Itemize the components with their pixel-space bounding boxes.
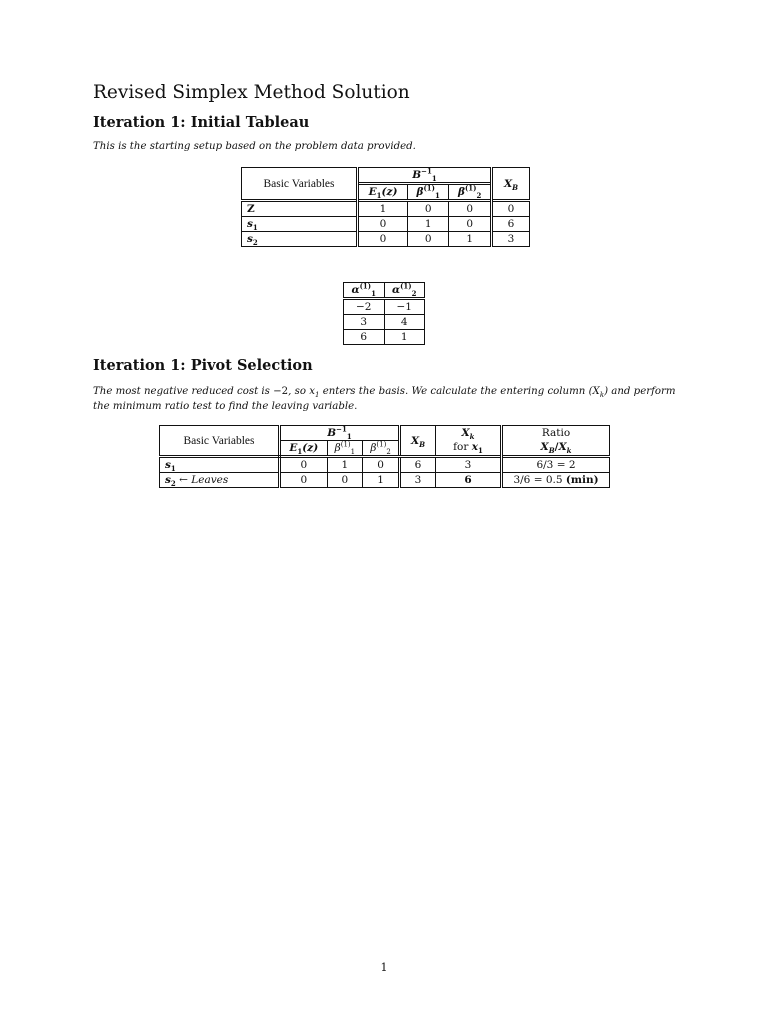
cell-beta2: 0 — [449, 201, 492, 217]
initial-tableau-table — [241, 167, 530, 247]
table-row — [344, 330, 425, 345]
cell-ratio: 6/3 = 2 — [502, 457, 610, 473]
table-row — [242, 232, 530, 247]
cell-alpha1: 3 — [344, 315, 385, 330]
row-label: $s_2$ ← Leaves — [160, 473, 280, 488]
cell-xb: 6 — [492, 217, 530, 232]
row-label: $s_1$ — [242, 217, 358, 232]
cell-e1: 0 — [358, 232, 408, 247]
header-xb: $X_B$ — [400, 426, 436, 457]
cell-beta2: 1 — [363, 473, 400, 488]
cell-beta1: 0 — [408, 201, 449, 217]
cell-beta1: 0 — [408, 232, 449, 247]
cell-alpha1: 6 — [344, 330, 385, 345]
cell-xb: 6 — [400, 457, 436, 473]
cell-alpha2: 4 — [384, 315, 425, 330]
table-row — [242, 217, 530, 232]
cell-xb: 3 — [400, 473, 436, 488]
cell-e1: 0 — [280, 457, 328, 473]
section-heading-initial-tableau: Iteration 1: Initial Tableau — [93, 114, 310, 131]
cell-beta1: 1 — [327, 457, 363, 473]
cell-beta1: 1 — [408, 217, 449, 232]
header-xb: $X_B$ — [492, 168, 530, 201]
header-beta2: $\beta^{(1)}_2$ — [363, 441, 400, 457]
table-row — [160, 473, 610, 488]
cell-alpha1: −2 — [344, 299, 385, 315]
cell-alpha2: −1 — [384, 299, 425, 315]
header-basic-variables: Basic Variables — [242, 168, 358, 201]
header-binverse: $B^{-1}_1$ — [280, 426, 400, 441]
header-xk-for: for $x_1$ — [436, 441, 502, 457]
table-row — [242, 201, 530, 217]
section-intro-pivot-selection: The most negative reduced cost is −2, so $x_1$ enters the basis. We calculate the entering column $(X_k)$ and perform the minimum ratio test to find the leaving variable. — [93, 386, 676, 412]
cell-xb: 3 — [492, 232, 530, 247]
row-label: $s_2$ — [242, 232, 358, 247]
cell-beta1: 0 — [327, 473, 363, 488]
cell-xk-pivot: 6 — [436, 473, 502, 488]
header-xk: $X_k$ — [436, 426, 502, 441]
header-alpha1: $\alpha^{(1)}_1$ — [344, 283, 385, 299]
cell-e1: 1 — [358, 201, 408, 217]
cell-alpha2: 1 — [384, 330, 425, 345]
header-ratio: Ratio — [502, 426, 610, 441]
pivot-selection-table — [159, 425, 610, 488]
cell-beta2: 0 — [449, 217, 492, 232]
cell-xb: 0 — [492, 201, 530, 217]
cell-xk: 3 — [436, 457, 502, 473]
cell-beta2: 1 — [449, 232, 492, 247]
header-beta2: $\beta^{(1)}_2$ — [449, 184, 492, 201]
header-beta1: $\beta^{(1)}_1$ — [327, 441, 363, 457]
page-number: 1 — [380, 961, 388, 974]
table-row — [344, 299, 425, 315]
cell-ratio: 3/6 = 0.5 (min) — [502, 473, 610, 488]
header-basic-variables: Basic Variables — [160, 426, 280, 457]
document-title: Revised Simplex Method Solution — [93, 82, 410, 103]
cell-beta2: 0 — [363, 457, 400, 473]
header-ratio-formula: $X_B/X_k$ — [502, 441, 610, 457]
header-alpha2: $\alpha^{(1)}_2$ — [384, 283, 425, 299]
section-intro-initial-tableau: This is the starting setup based on the problem data provided. — [93, 141, 416, 152]
row-label: $s_1$ — [160, 457, 280, 473]
alpha-columns-table — [343, 282, 425, 345]
header-e1z: $E_1(z)$ — [280, 441, 328, 457]
header-beta1: $\beta^{(1)}_1$ — [408, 184, 449, 201]
header-e1z: $E_1(z)$ — [358, 184, 408, 201]
header-binverse: $B^{-1}_1$ — [358, 168, 492, 184]
section-heading-pivot-selection: Iteration 1: Pivot Selection — [93, 357, 313, 374]
cell-e1: 0 — [358, 217, 408, 232]
table-row — [344, 315, 425, 330]
cell-e1: 0 — [280, 473, 328, 488]
table-row — [160, 457, 610, 473]
row-label: Z — [242, 201, 358, 217]
